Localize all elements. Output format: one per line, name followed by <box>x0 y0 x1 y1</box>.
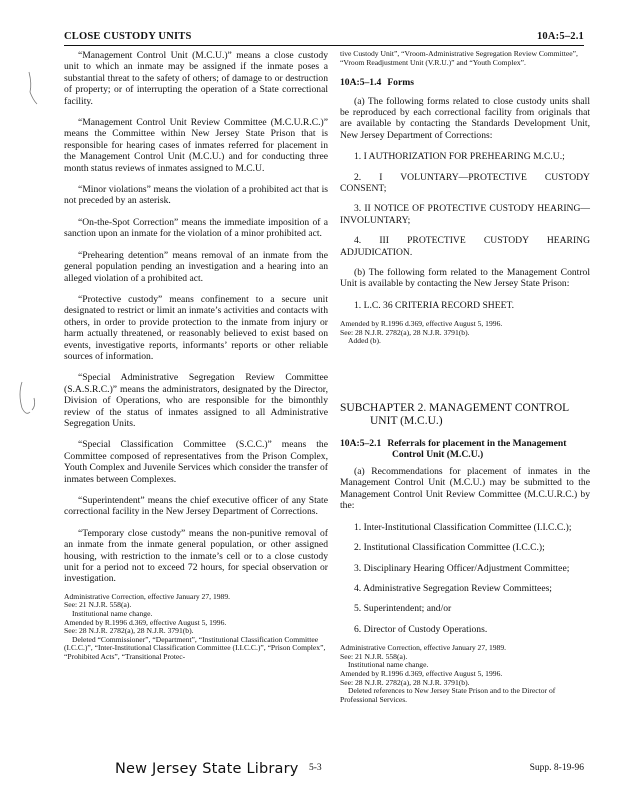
section-paragraph: (b) The following form related to the Management Control Unit is available by contacting the New Jersey State Prison: <box>340 267 590 290</box>
supplement-date: Supp. 8-19-96 <box>529 763 584 773</box>
form-list-item: 1. I AUTHORIZATION FOR PREHEARING M.C.U.; <box>354 151 565 163</box>
definition-paragraph: “Management Control Unit (M.C.U.)” means a close custody unit to which an inmate may be assigned if the inmate poses a substantial threat to the safety of others; of damage to or destruction of property; or of interrupting the operation of a State correctional facility. <box>64 50 328 107</box>
left-column <box>64 50 328 662</box>
section-heading <box>340 77 590 88</box>
definition-paragraph: “Temporary close custody” means the non-punitive removal of an inmate from the inmate general population, or other assigned housing, with restriction to the inmate’s cell or to a close custody unit for a period not to exceed 72 hours, for special observation or investigation. <box>64 527 328 585</box>
definition-paragraph: “Protective custody” means confinement to a secure unit designated to restrict or limit an inmate’s activities and contacts with others, in order to provide protection to the inmate from injury or harm actually threatened, or reasonably believed to exist based on events, investigative reports, informants’ reports or other reliable sources of information. <box>64 293 328 362</box>
referral-list-item: 6. Director of Custody Operations. <box>354 623 488 635</box>
referral-list-item: 2. Institutional Classification Committee (I.C.C.); <box>354 542 545 554</box>
running-header <box>64 31 584 46</box>
definition-paragraph: “On-the-Spot Correction” means the immediate imposition of a sanction upon an inmate for the violation of a minor prohibited act. <box>64 216 328 240</box>
section-number: 10A:5–2.1 <box>340 438 382 450</box>
form-list-item: 4. III PROTECTIVE CUSTODY HEARING ADJUDICATION. <box>340 235 590 258</box>
definition-paragraph: “Prehearing detention” means removal of an inmate from the general population pending an investigation and a hearing into an alleged violation of a prohibited act. <box>64 249 328 284</box>
section-heading <box>340 438 590 460</box>
section-title: Referrals for placement in the Management Control Unit (M.C.U.) <box>387 438 567 461</box>
section-number: 10A:5–1.4 <box>340 77 382 89</box>
header-section-number: 10A:5–2.1 <box>536 31 584 42</box>
page-footer <box>0 761 618 781</box>
definition-paragraph: “Management Control Unit Review Committee (M.C.U.R.C.)” means the Committee within New Jersey State Prison that is responsible for hearing cases of inmates referred for placement in the Management Control Unit (M.C.U.) and for conducting three month status reviews of inmates assigned to M.C.U. <box>64 117 328 174</box>
subchapter-heading: SUBCHAPTER 2. MANAGEMENT CONTROL UNIT (M.C.U.) <box>340 402 570 428</box>
header-title: CLOSE CUSTODY UNITS <box>64 31 192 42</box>
history-note: Amended by R.1996 d.369, effective August 5, 1996. See: 28 N.J.R. 2782(a), 28 N.J.R. 3791(b). Added (b). <box>340 319 503 346</box>
form-list-item: 2. I VOLUNTARY—PROTECTIVE CUSTODY CONSENT; <box>340 171 590 195</box>
history-continuation: tive Custody Unit”, “Vroom-Administrative Segregation Review Committee”, “Vroom Readjustment Unit (V.R.U.)” and “Youth Complex”. <box>340 49 578 67</box>
definition-paragraph: “Minor violations” means the violation of a prohibited act that is not preceded by an asterisk. <box>64 184 328 207</box>
section-paragraph: (a) The following forms related to close custody units shall be reproduced by each correctional facility from originals that are available by contacting the Standards Development Unit, New Jersey Department of Corrections: <box>340 95 590 141</box>
margin-mark <box>16 380 40 420</box>
referral-list-item: 1. Inter-Institutional Classification Committee (I.I.C.C.); <box>354 521 572 533</box>
library-watermark: New Jersey State Library <box>115 761 299 777</box>
margin-mark <box>26 70 42 110</box>
definition-paragraph: “Special Classification Committee (S.C.C.)” means the Committee composed of representatives from the Prison Complex, Youth Complex and Juvenile Services which consider the transfer of inmates between Complexes. <box>64 439 328 485</box>
definition-paragraph: “Superintendent” means the chief executive officer of any State correctional facility in the New Jersey Department of Corrections. <box>64 495 328 518</box>
referral-list-item: 4. Administrative Segregation Review Committees; <box>354 582 552 594</box>
form-list-item: 3. II NOTICE OF PROTECTIVE CUSTODY HEARING—INVOLUNTARY; <box>340 203 590 226</box>
section-paragraph: (a) Recommendations for placement of inmates in the Management Control Unit (M.C.U.) may be submitted to the Management Control Unit Review Committee (M.C.U.R.C.) by the: <box>340 466 590 512</box>
section-title: Forms <box>387 77 414 89</box>
right-column <box>340 50 590 704</box>
history-note: Administrative Correction, effective January 27, 1989. See: 21 N.J.R. 558(a). Institutional name change. Amended by R.1996 d.369, effective August 5, 1996. See: 28 N.J.R. 2782(a), 28 N.J.R. 3791(b). Deleted “Commissioner”, “Department”, “Institutional Classification Committee (I.C.C.)”, “Inter-Institutional Classification Committee (I.I.C.C.)”, “Prison Complex”, “Prohibited Acts”, “Transitional Protec- <box>64 591 326 661</box>
referral-list-item: 5. Superintendent; and/or <box>354 603 452 615</box>
referral-list-item: 3. Disciplinary Hearing Officer/Adjustment Committee; <box>354 562 570 574</box>
page-number: 5-3 <box>309 763 322 773</box>
definition-paragraph: “Special Administrative Segregation Review Committee (S.A.S.R.C.)” means the administrators, designated by the Director, Division of Operations, who are responsible for the bimonthly review of the status of inmates assigned to all Administrative Segregation Units. <box>64 372 328 429</box>
form-list-item: 1. L.C. 36 CRITERIA RECORD SHEET. <box>354 299 514 311</box>
history-note: Administrative Correction, effective January 27, 1989. See: 21 N.J.R. 558(a). Institutional name change. Amended by R.1996 d.369, effective August 5, 1996. See: 28 N.J.R. 2782(a), 28 N.J.R. 3791(b). Deleted references to New Jersey State Prison and to the Director of Professional Services. <box>340 643 556 704</box>
